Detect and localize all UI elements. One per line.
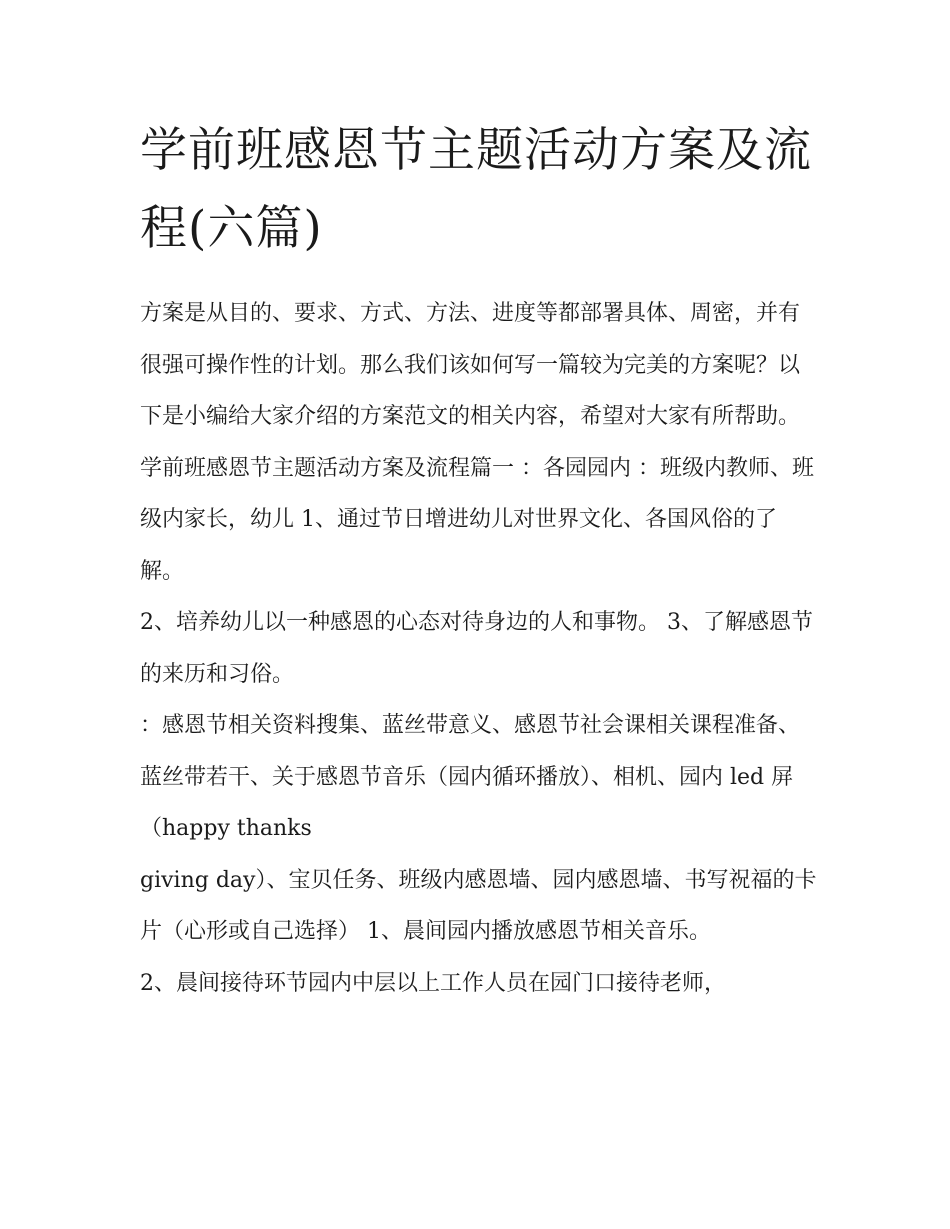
paragraph-preparation-continued: giving day）、宝贝任务、班级内感恩墙、园内感恩墙、书写祝福的卡片（心形或自己选择） 1、晨间园内播放感恩节相关音乐。 bbox=[140, 867, 817, 944]
paragraph-morning-reception: 2、晨间接待环节园内中层以上工作人员在园门口接待老师， bbox=[140, 970, 726, 996]
paragraph-section-one: 学前班感恩节主题活动方案及流程篇一 ：各园园内 ：班级内教师、班级内家长，幼儿 1、通过节日增进幼儿对世界文化、各国风俗的了解。 bbox=[140, 455, 814, 584]
document-title: 学前班感恩节主题活动方案及流程(六篇) bbox=[140, 123, 812, 256]
paragraph-goals: 2、培养幼儿以一种感恩的心态对待身边的人和事物。 3、了解感恩节的来历和习俗。 bbox=[140, 610, 813, 687]
paragraph-preparation: ：感恩节相关资料搜集、蓝丝带意义、感恩节社会课相关课程准备、蓝丝带若干、关于感恩节音乐（园内循环播放）、相机、园内 led 屏（happy thanks bbox=[140, 713, 801, 841]
paragraph-intro: 方案是从目的、要求、方式、方法、进度等都部署具体、周密，并有很强可操作性的计划。那么我们该如何写一篇较为完美的方案呢？以下是小编给大家介绍的方案范文的相关内容，希望对大家有所帮助。 bbox=[140, 301, 801, 429]
document-page bbox=[140, 112, 820, 1009]
